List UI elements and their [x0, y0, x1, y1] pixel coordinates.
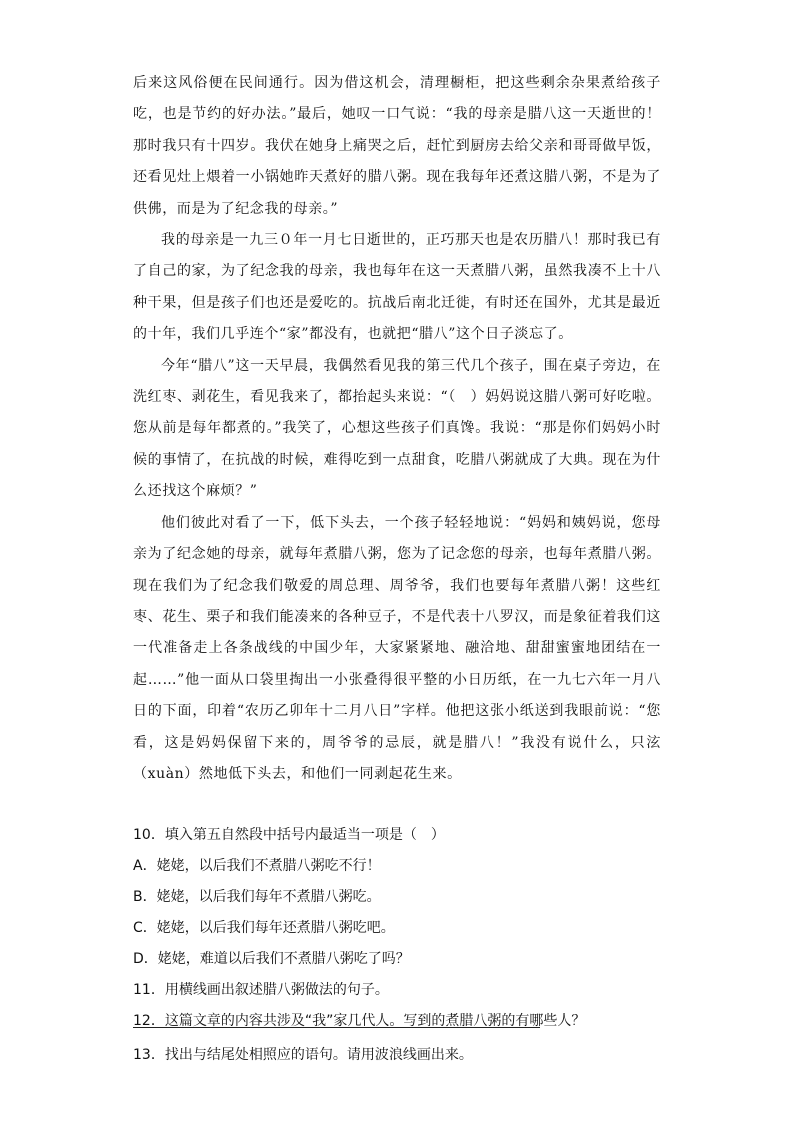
story-paragraph-2: 我的母亲是一九三０年一月七日逝世的，正巧那天也是农历腊八！那时我已有了自己的家，为了纪念我的母亲，我也每年在这一天煮腊八粥，虽然我凑不上十八种干果，但是孩子们也还是爱吃的。抗战后南北迁徙，有时还在国外，尤其是最近的十年，我们几乎连个“家”都没有，也就把“腊八”这个日子淡忘了。: [133, 232, 661, 343]
option-b: B．姥姥，以后我们每年不煮腊八粥吃。: [133, 889, 381, 905]
option-d: D．姥姥，难道以后我们不煮腊八粥吃了吗？: [133, 951, 410, 967]
story-paragraph-1: 后来这风俗便在民间通行。因为借这机会，清理橱柜，把这些剩余杂果煮给孩子吃，也是节约的好办法。”最后，她叹一口气说：“我的母亲是腊八这一天逝世的！那时我只有十四岁。我伏在她身上痛哭之后，赶忙到厨房去给父亲和哥哥做早饭，还看见灶上煨着一小锅她昨天煮好的腊八粥。现在我每年还煮这腊八粥，不是为了供佛，而是为了纪念我的母亲。”: [133, 75, 661, 217]
question-10: 10．填入第五自然段中括号内最适当一项是（ ）: [133, 827, 445, 843]
question-block: [133, 820, 661, 1037]
story-paragraph-4: 他们彼此对看了一下，低下头去，一个孩子轻轻地说：“妈妈和姨妈说，您母亲为了纪念她的母亲，就每年煮腊八粥，您为了记念您的母亲，也每年煮腊八粥。现在我们为了纪念我们敬爱的周总理、周爷爷，我们也要每年煮腊八粥！这些红枣、花生、栗子和我们能凑来的各种豆子，不是代表十八罗汉，而是象征着我们这一代准备走上各条战线的中国少年，大家紧紧地、融洽地、甜甜蜜蜜地团结在一起……”他一面从口袋里掏出一小张叠得很平整的小日历纸，在一九七六年一月八日的下面，印着“农历乙卯年十二月八日”字样。他把这张小纸送到我眼前说：“您看，这是妈妈保留下来的，周爷爷的忌辰，就是腊八！”我没有说什么，只泫（xuàn）然地低下头去，和他们一同剥起花生来。: [133, 514, 661, 782]
answer-blank-line[interactable]: [133, 1027, 540, 1028]
story-text: [133, 68, 661, 790]
option-a: A．姥姥，以后我们不煮腊八粥吃不行！: [133, 858, 381, 874]
story-paragraph-3: 今年“腊八”这一天早晨，我偶然看见我的第三代几个孩子，围在桌子旁边，在洗红枣、剥花生，看见我来了，都抬起头来说：“（ ）妈妈说这腊八粥可好吃啦。您从前是每年都煮的。”我笑了，心想这些孩子们真馋。我说：“那是你们妈妈小时候的事情了，在抗战的时候，难得吃到一点甜食，吃腊八粥就成了大典。现在为什么还找这个麻烦？”: [133, 357, 661, 500]
question-13: 13．找出与结尾处相照应的语句。请用波浪线画出来。: [133, 1047, 473, 1063]
question-11: 11．用横线画出叙述腊八粥做法的句子。: [133, 982, 389, 998]
option-c: C．姥姥，以后我们每年还煮腊八粥吃吧。: [133, 920, 395, 936]
question-12: 12．这篇文章的内容共涉及“我”家几代人。写到的煮腊八粥的有哪些人？: [133, 1013, 586, 1029]
